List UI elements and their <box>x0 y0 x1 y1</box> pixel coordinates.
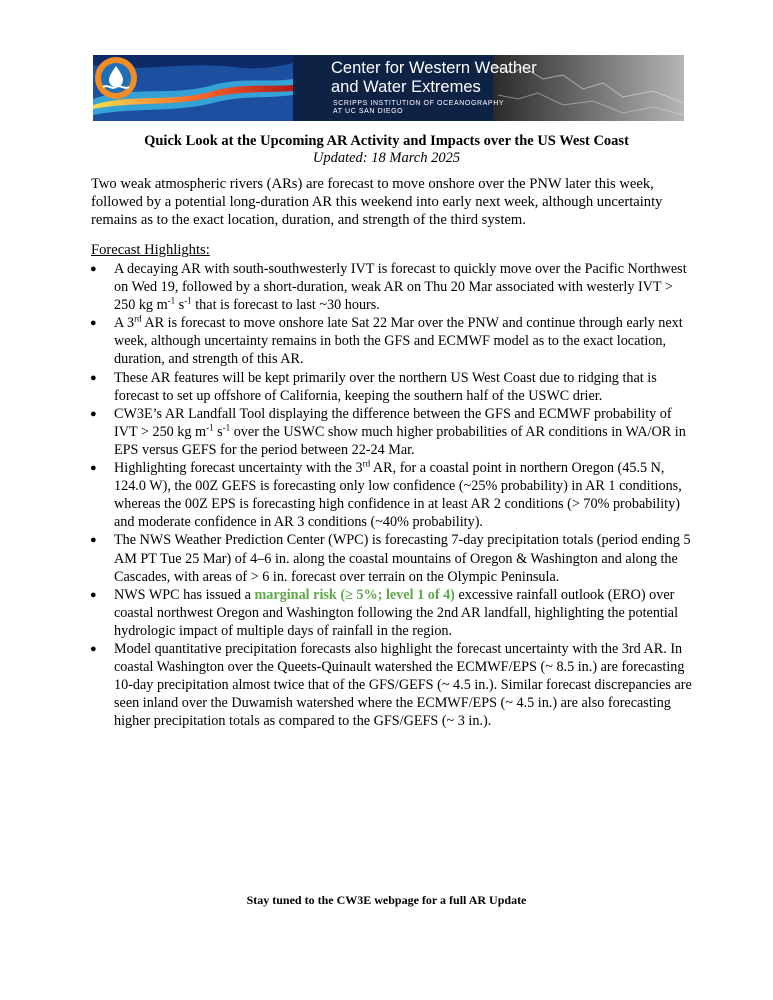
forecast-highlights-list <box>88 260 692 730</box>
forecast-highlights-heading: Forecast Highlights: <box>91 242 210 258</box>
list-item-text: AR is forecast to move onshore late Sat 22 Mar over the PNW and continue through early next week, although uncertainty remains in both the GFS and ECMWF model as to the exact location, duration, and strength of this AR. <box>114 315 683 368</box>
banner-subtitle-line-2: AT UC SAN DIEGO <box>333 108 404 115</box>
superscript: rd <box>134 313 142 324</box>
superscript: -1 <box>167 295 176 306</box>
list-item-text: AR, for a coastal point in northern Oregon (45.5 N, 124.0 W), the 00Z GEFS is forecasting only low confidence (~25% probability) in AR 1 conditions, whereas the 00Z EPS is forecasting high confidence in at least AR 2 conditions (> 70% probability) and moderate confidence in AR 3 conditions (~40% probability). <box>114 460 682 531</box>
header-banner <box>93 55 684 121</box>
list-item-text: A 3 <box>114 315 135 332</box>
list-item <box>88 459 692 531</box>
bullet-icon: ● <box>90 371 97 384</box>
list-item-text: excessive rainfall outlook (ERO) over coastal northwest Oregon and Washington following the 2nd AR landfall, highlighting the potential hydrologic impact of multiple days of rainfall in the region. <box>114 586 679 639</box>
list-item-text: A decaying AR with south-southwesterly IVT is forecast to quickly move over the Pacific Northwest on Wed 19, followed by a short-duration, weak AR on Thu 20 Mar associated with westerly IVT > 250 kg m <box>114 261 687 314</box>
cw3e-logo <box>93 55 139 101</box>
list-item <box>88 260 692 314</box>
superscript: -1 <box>206 422 214 433</box>
banner-subtitle-line-1: SCRIPPS INSTITUTION OF OCEANOGRAPHY <box>333 100 505 107</box>
bullet-icon: ● <box>90 407 97 420</box>
footer-note: Stay tuned to the CW3E webpage for a full AR Update <box>246 893 527 907</box>
list-item <box>88 586 692 640</box>
marginal-risk-highlight: marginal risk (≥ 5%; level 1 of 4) <box>254 586 455 603</box>
bullet-icon: ● <box>90 462 97 475</box>
list-item <box>88 314 692 368</box>
list-item <box>88 405 692 459</box>
bullet-icon: ● <box>90 263 97 275</box>
bullet-icon: ● <box>90 317 97 330</box>
banner-title-line-2: and Water Extremes <box>331 78 481 96</box>
list-item-text: Model quantitative precipitation forecasts also highlight the forecast uncertainty with the 3rd AR. In coastal Washington over the Queets-Quinault watershed the ECMWF/EPS (~ 8.5 in.) are forecasting 10-day precipitation almost twice that of the GFS/GEFS (~ 4.5 in.). Similar forecast discrepancies are seen inland over the Duwamish watershed where the ECMWF/EPS (~ 4.5 in.) are also forecasting higher precipitation totals as compared to the GFS/GEFS (~ 3 in.). <box>114 640 692 730</box>
bullet-icon: ● <box>90 642 97 655</box>
superscript: -1 <box>222 422 231 433</box>
list-item-text: that is forecast to last ~30 hours. <box>191 297 380 314</box>
list-item-text: CW3E’s AR Landfall Tool displaying the difference between the GFS and ECMWF probability of IVT > 250 kg m <box>114 405 672 440</box>
list-item <box>88 531 692 585</box>
banner-title <box>331 59 537 97</box>
list-item-text: NWS WPC has issued a <box>114 586 255 603</box>
intro-paragraph: Two weak atmospheric rivers (ARs) are forecast to move onshore over the PNW later this week, followed by a potential long-duration AR this weekend into early next week, although uncertainty remains as to the exact location, duration, and strength of the third system. <box>91 176 663 229</box>
list-item-text: over the USWC show much higher probabilities of AR conditions in WA/OR in EPS versus GEFS for the period between 22-24 Mar. <box>114 423 686 458</box>
bullet-icon: ● <box>90 588 97 601</box>
list-item <box>88 369 692 405</box>
banner-title-line-1: Center for Western Weather <box>331 59 537 77</box>
list-item-text: These AR features will be kept primarily over the northern US West Coast due to ridging that is forecast to set up offshore of California, keeping the southern half of the USWC drier. <box>114 369 657 404</box>
list-item-text: Highlighting forecast uncertainty with the 3 <box>114 460 363 477</box>
updated-date: Updated: 18 March 2025 <box>312 150 461 166</box>
list-item-text: The NWS Weather Prediction Center (WPC) is forecasting 7-day precipitation totals (period ending 5 AM PT Tue 25 Mar) of 4–6 in. along the coastal mountains of Oregon & Washington and along the Cascades, with areas of > 6 in. forecast over terrain on the Olympic Peninsula. <box>114 532 691 585</box>
page-title: Quick Look at the Upcoming AR Activity and Impacts over the US West Coast <box>144 133 629 149</box>
list-item-text: s <box>213 423 223 440</box>
banner-subtitle <box>333 100 504 116</box>
superscript: rd <box>362 458 371 469</box>
bullet-icon: ● <box>90 534 97 547</box>
list-item-text: s <box>175 297 185 314</box>
superscript: -1 <box>184 295 192 306</box>
list-item <box>88 640 692 730</box>
